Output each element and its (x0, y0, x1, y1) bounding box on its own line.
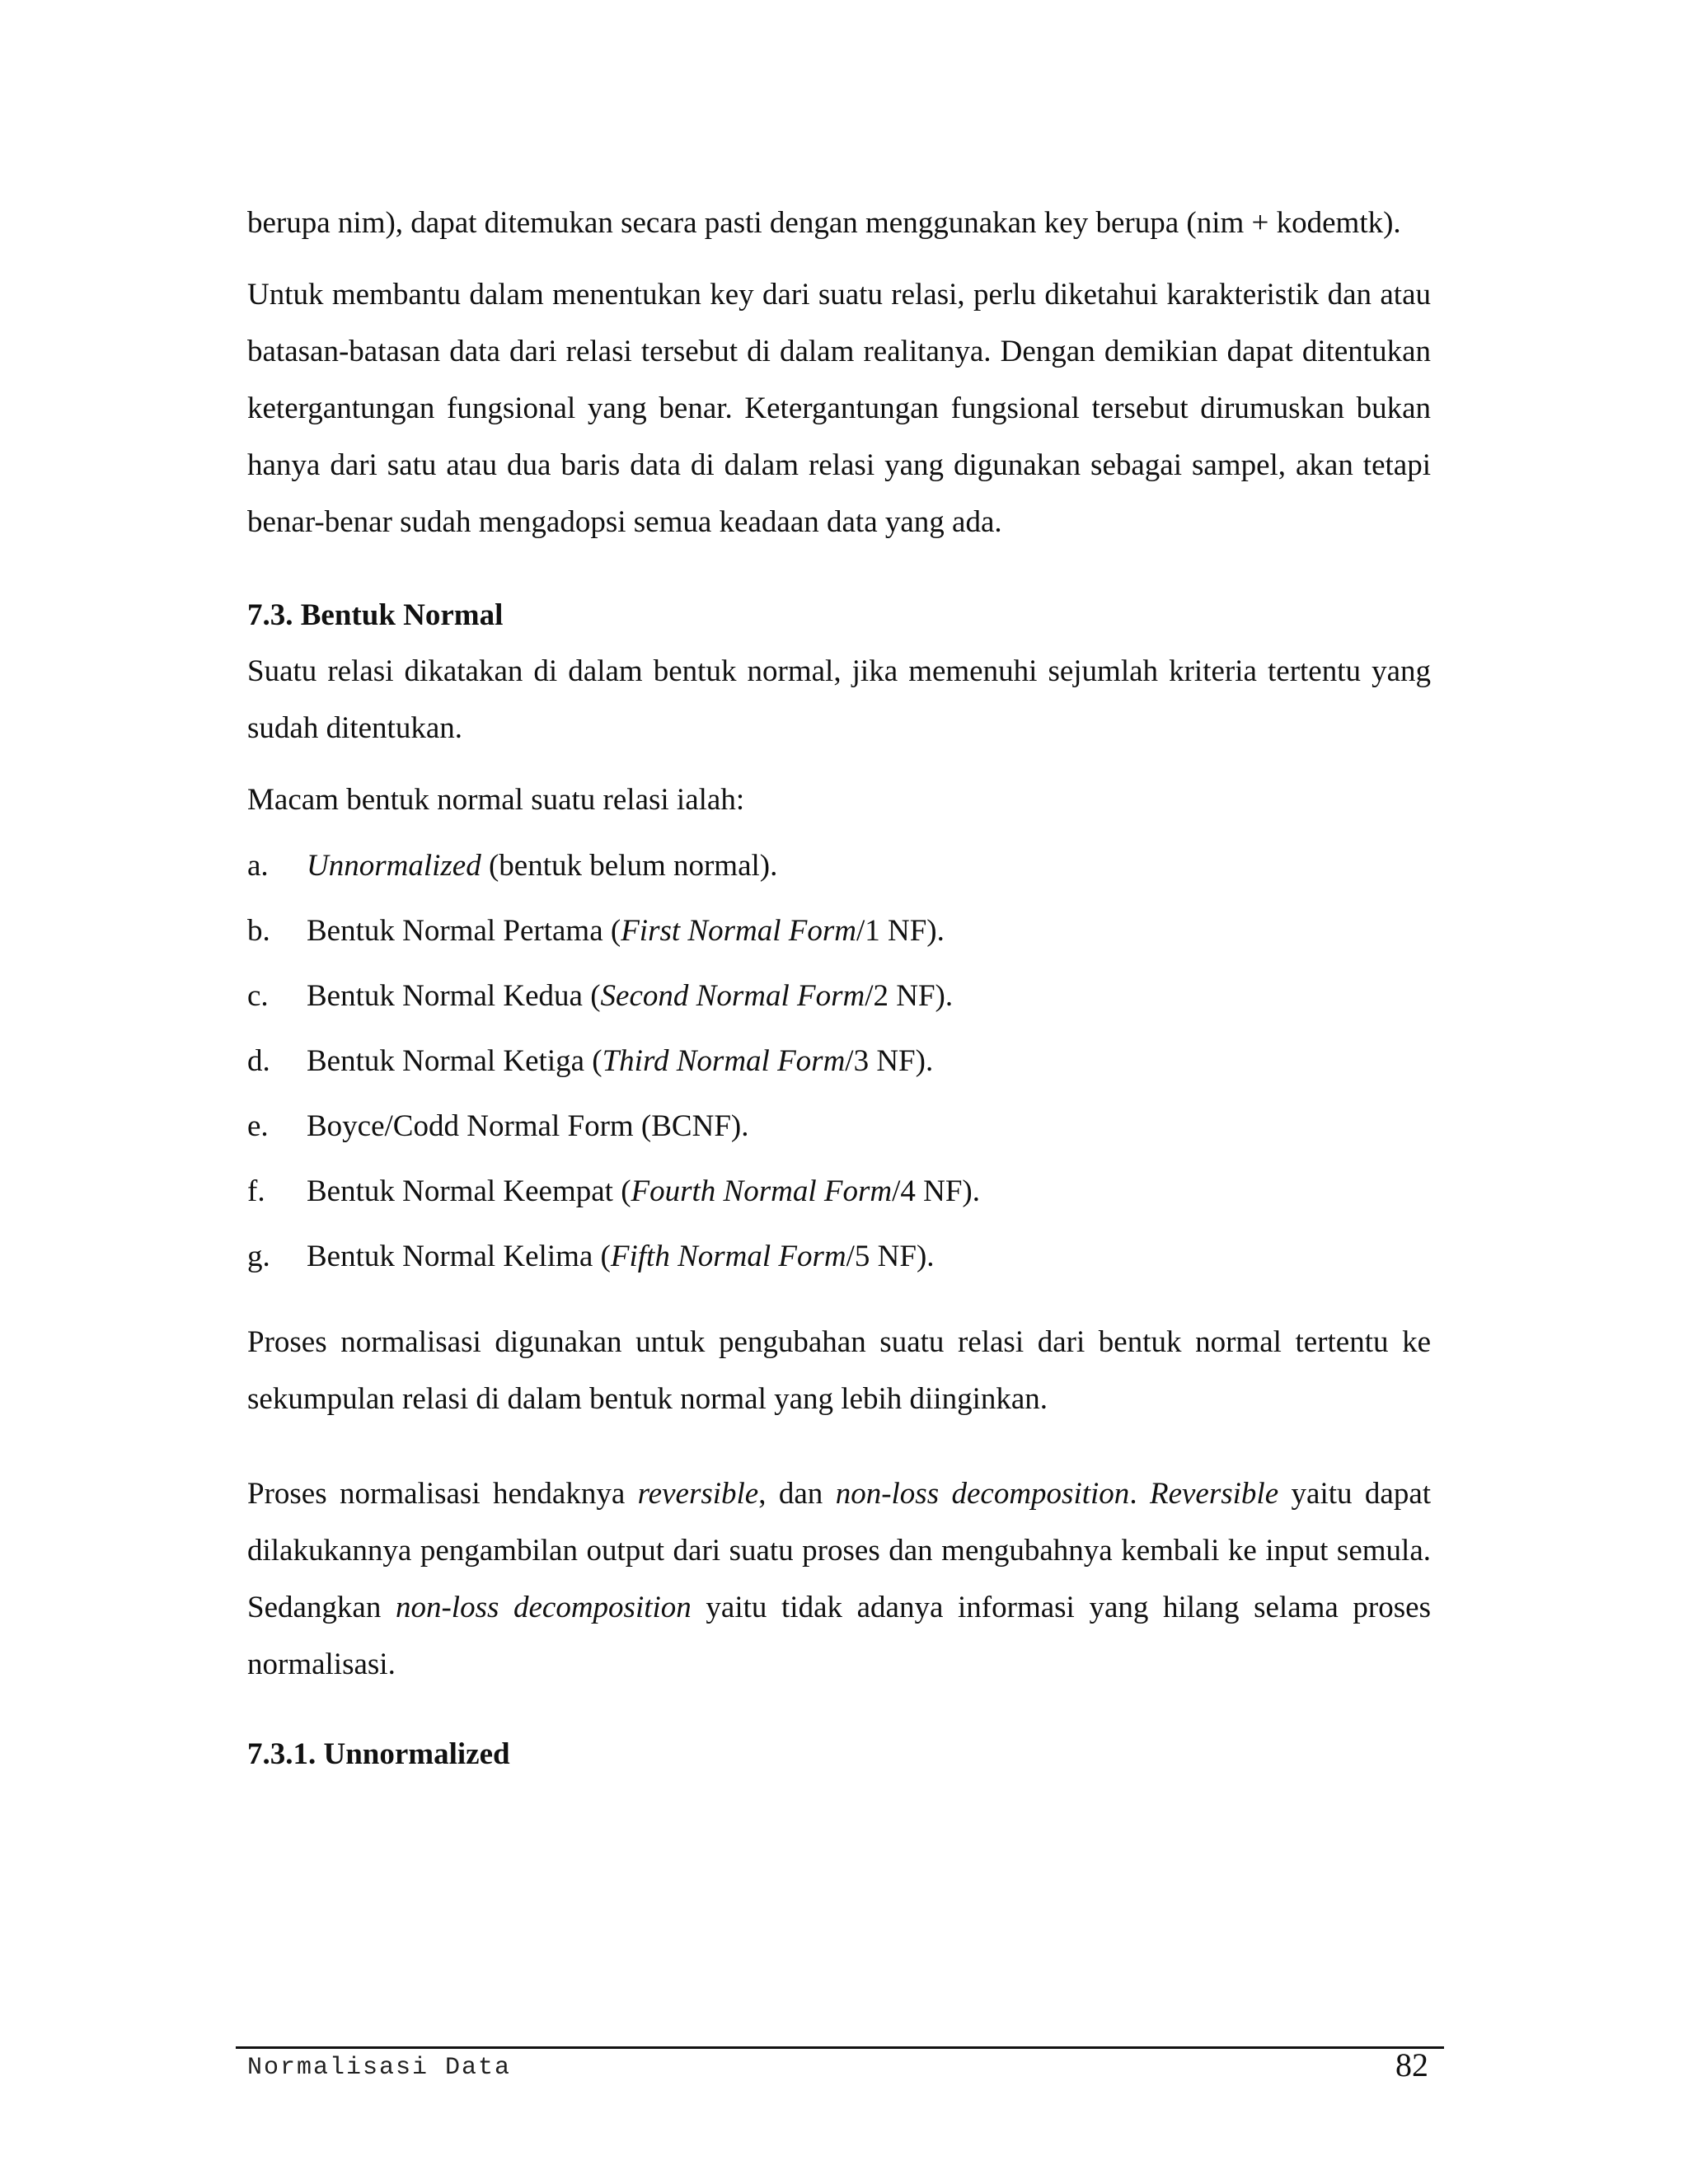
paragraph-reversible-nonloss: Proses normalisasi hendaknya reversible, dan non-loss decomposition. Reversible yaitu dapat dilakukannya pengambilan output dari suatu proses dan mengubahnya kembali ke input semula. Sedangkan non-loss decomposition yaitu tidak adanya informasi yang hilang selama proses normalisasi. (247, 1477, 1432, 1681)
list-item (247, 898, 1431, 963)
page-body (247, 194, 1431, 1782)
paragraph-normal-form-types-intro: Macam bentuk normal suatu relasi ialah: (247, 783, 745, 817)
list-item (247, 1224, 1431, 1289)
list-item-letter: g. (247, 1240, 270, 1273)
paragraph-normal-form-definition: Suatu relasi dikatakan di dalam bentuk normal, jika memenuhi sejumlah kriteria tertentu yang sudah ditentukan. (247, 654, 1431, 745)
list-item-letter: f. (247, 1174, 265, 1208)
paragraph-key-determination: Untuk membantu dalam menentukan key dari suatu relasi, perlu diketahui karakteristik dan atau batasan-batasan data dari relasi tersebut di dalam realitanya. Dengan demikian dapat ditentukan ketergantungan fungsional yang benar. Ketergantungan fungsional tersebut dirumuskan bukan hanya dari satu atau dua baris data di dalam relasi yang digunakan sebagai sampel, akan tetapi benar-benar sudah mengadopsi semua keadaan data yang ada. (247, 278, 1431, 539)
paragraph-key-example: berupa nim), dapat ditemukan secara pasti dengan menggunakan key berupa (nim + kodemtk). (247, 206, 1401, 240)
list-item-letter: e. (247, 1109, 269, 1143)
list-item-letter: a. (247, 849, 269, 883)
footer-chapter-title: Normalisasi Data (247, 2054, 512, 2082)
page-number: 82 (1395, 2046, 1428, 2083)
list-item (247, 1159, 1431, 1224)
list-item-text: Boyce/Codd Normal Form (BCNF). (307, 1109, 749, 1143)
footer-divider (236, 2046, 1444, 2049)
list-item-text: Bentuk Normal Pertama (First Normal Form/1 NF). (307, 914, 945, 948)
subsection-heading-unnormalized: 7.3.1. Unnormalized (247, 1737, 510, 1771)
normal-form-list (247, 833, 1431, 1289)
list-item-letter: d. (247, 1044, 270, 1078)
list-item-text: Bentuk Normal Keempat (Fourth Normal Form/4 NF). (307, 1174, 981, 1208)
list-item-letter: c. (247, 979, 269, 1013)
list-item-text: Bentuk Normal Kelima (Fifth Normal Form/5 NF). (307, 1240, 935, 1273)
paragraph-normalization-process: Proses normalisasi digunakan untuk pengubahan suatu relasi dari bentuk normal tertentu ke sekumpulan relasi di dalam bentuk normal yang lebih diinginkan. (247, 1325, 1431, 1416)
list-item (247, 1029, 1431, 1094)
section-heading-bentuk-normal: 7.3. Bentuk Normal (247, 598, 504, 632)
list-item (247, 1094, 1431, 1159)
list-item-text: Unnormalized (bentuk belum normal). (307, 849, 778, 883)
list-item-text: Bentuk Normal Kedua (Second Normal Form/2 NF). (307, 979, 954, 1013)
list-item (247, 833, 1431, 898)
list-item-text: Bentuk Normal Ketiga (Third Normal Form/3 NF). (307, 1044, 934, 1078)
list-item (247, 963, 1431, 1029)
list-item-letter: b. (247, 914, 270, 948)
